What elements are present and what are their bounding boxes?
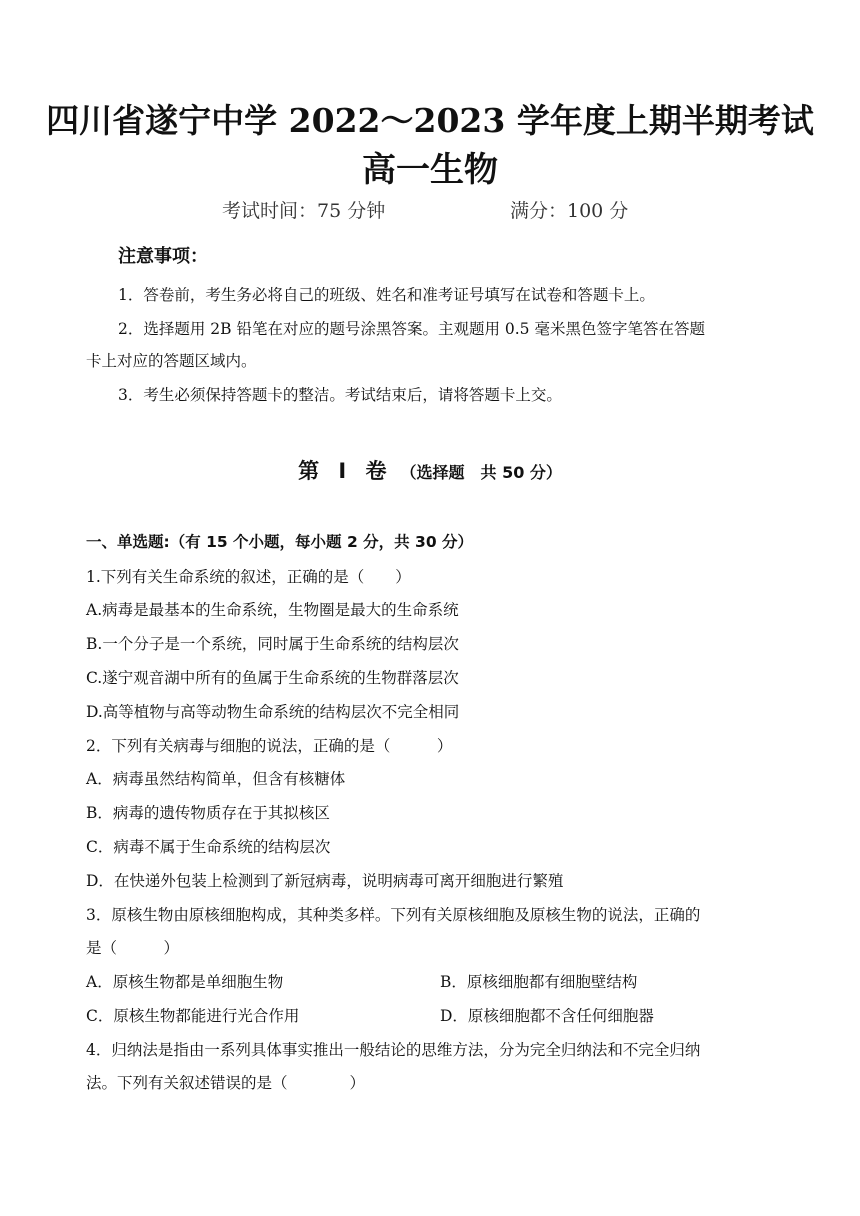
q1-option-b: B.一个分子是一个系统，同时属于生命系统的结构层次	[86, 635, 459, 653]
notice-heading: 注意事项：	[118, 246, 208, 267]
notice-item-1: 1．答卷前，考生务必将自己的班级、姓名和准考证号填写在试卷和答题卡上。	[118, 286, 655, 304]
q3-option-a: A．原核生物都是单细胞生物	[86, 973, 284, 991]
exam-time: 考试时间：75 分钟	[222, 200, 386, 222]
q3-option-c: C．原核生物都能进行光合作用	[86, 1007, 300, 1025]
q4-stem: 4．归纳法是指由一系列具体事实推出一般结论的思维方法，分为完全归纳法和不完全归纳	[86, 1041, 701, 1059]
q1-option-a: A.病毒是最基本的生命系统，生物圈是最大的生命系统	[86, 601, 459, 619]
section-name: 第 I 卷	[298, 459, 393, 483]
q1-option-c: C.遂宁观音湖中所有的鱼属于生命系统的生物群落层次	[86, 669, 459, 687]
q1-stem: 1.下列有关生命系统的叙述，正确的是（ ）	[86, 568, 411, 586]
notice-item-2-cont: 卡上对应的答题区域内。	[86, 352, 257, 370]
q2-option-d: D．在快递外包装上检测到了新冠病毒，说明病毒可离开细胞进行繁殖	[86, 872, 564, 890]
q2-stem: 2．下列有关病毒与细胞的说法，正确的是（ ）	[86, 737, 453, 755]
exam-subject: 高一生物	[362, 150, 498, 190]
q1-option-d: D.高等植物与高等动物生命系统的结构层次不完全相同	[86, 703, 460, 721]
full-score: 满分：100 分	[510, 200, 629, 222]
q3-stem-cont: 是（ ）	[86, 939, 180, 957]
q2-option-c: C．病毒不属于生命系统的结构层次	[86, 838, 331, 856]
notice-item-3: 3．考生必须保持答题卡的整洁。考试结束后，请将答题卡上交。	[118, 386, 562, 404]
exam-title: 四川省遂宁中学 2022～2023 学年度上期半期考试	[46, 101, 814, 140]
q4-stem-cont: 法。下列有关叙述错误的是（ ）	[86, 1074, 366, 1092]
notice-item-2: 2．选择题用 2B 铅笔在对应的题号涂黑答案。主观题用 0.5 毫米黑色签字笔答在答题	[118, 320, 705, 338]
q3-option-d: D．原核细胞都不含任何细胞器	[440, 1007, 654, 1025]
q2-option-a: A．病毒虽然结构简单，但含有核糖体	[86, 770, 346, 788]
part-heading: 一、单选题:（有 15 个小题，每小题 2 分，共 30 分）	[86, 533, 474, 551]
q2-option-b: B．病毒的遗传物质存在于其拟核区	[86, 804, 330, 822]
q3-option-b: B．原核细胞都有细胞壁结构	[440, 973, 638, 991]
section-title	[0, 455, 860, 485]
section-subtitle: （选择题 共 50 分）	[400, 463, 562, 482]
q3-stem: 3．原核生物由原核细胞构成，其种类多样。下列有关原核细胞及原核生物的说法，正确的	[86, 906, 701, 924]
